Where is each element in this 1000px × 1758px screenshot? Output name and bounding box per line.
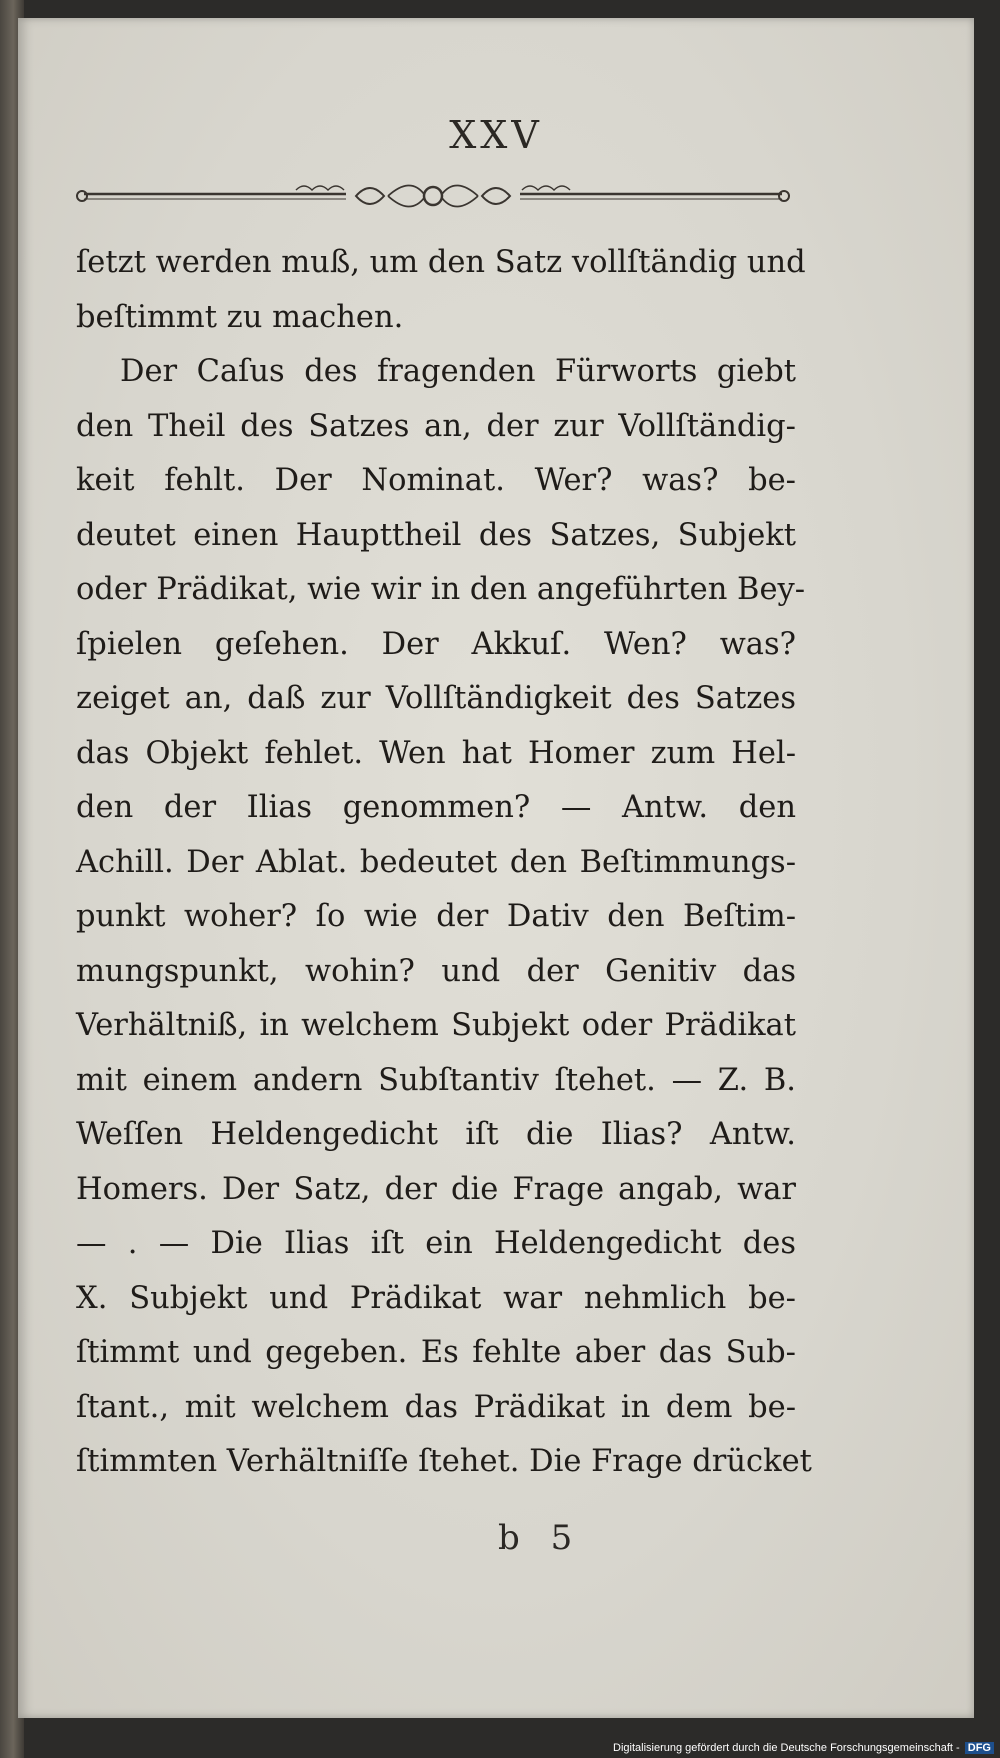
text-line: X. Subjekt und Prädikat war nehmlich be- <box>76 1280 796 1316</box>
text-line: oder Prädikat, wie wir in den angeführten Bey- <box>76 572 806 607</box>
text-line: Weſſen Heldengedicht iſt die Ilias? Antw. <box>76 1117 796 1152</box>
text-line: — . — Die Ilias iſt ein Heldengedicht des <box>76 1226 796 1261</box>
text-line: ſtimmten Verhältniſſe ſtehet. Die Frage drücket <box>76 1444 812 1479</box>
credit-text: Digitalisierung gefördert durch die Deutsche Forschungsgemeinschaft - <box>613 1742 960 1754</box>
text-line: deutet einen Haupttheil des Satzes, Subjekt <box>76 517 796 553</box>
ornament-rule <box>76 176 790 212</box>
text-line: mungspunkt, wohin? und der Genitiv das <box>76 953 796 989</box>
text-line: beſtimmt zu machen. <box>76 299 404 335</box>
text-line: ſpielen geſehen. Der Akkuſ. Wen? was? <box>76 626 796 662</box>
text-line: das Objekt fehlet. Wen hat Homer zum Hel- <box>76 735 796 771</box>
text-line: keit fehlt. Der Nominat. Wer? was? be- <box>76 463 796 498</box>
digitization-credit <box>613 1742 994 1754</box>
text-line: ſtimmt und gegeben. Es fehlte aber das Sub- <box>76 1335 796 1370</box>
dfg-logo: DFG <box>965 1742 994 1754</box>
text-line: den der Ilias genommen? — Antw. den <box>76 790 796 825</box>
text-line: den Theil des Satzes an, der zur Vollſtändig- <box>76 408 796 444</box>
text-line: punkt woher? ſo wie der Dativ den Beſtim- <box>76 899 796 934</box>
text-line: Homers. Der Satz, der die Frage angab, war <box>76 1171 796 1207</box>
text-line: ſetzt werden muß, um den Satz vollſtändig und <box>76 245 806 280</box>
text-line: Achill. Der Ablat. bedeutet den Beſtimmungs- <box>76 844 796 880</box>
signature-mark: b 5 <box>498 1518 583 1558</box>
body-text <box>76 236 812 1490</box>
book-page <box>18 18 974 1718</box>
text-line: Verhältniß, in welchem Subjekt oder Prädikat <box>76 1008 796 1043</box>
text-line: Der Caſus des fragenden Fürworts giebt <box>120 354 796 389</box>
text-line: mit einem andern Subſtantiv ſtehet. — Z. B. <box>76 1062 796 1098</box>
page-header: XXV <box>449 113 543 157</box>
text-line: ſtant., mit welchem das Prädikat in dem be- <box>76 1389 796 1425</box>
text-line: zeiget an, daß zur Vollſtändigkeit des Satzes <box>76 681 796 716</box>
